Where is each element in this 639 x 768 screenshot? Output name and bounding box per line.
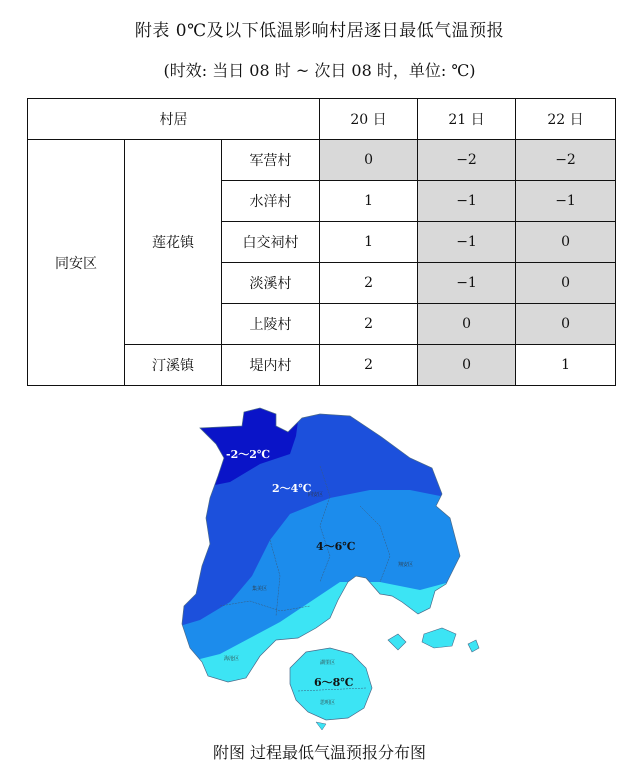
temp-cell: 1 [320, 181, 418, 222]
temp-cell: 1 [320, 222, 418, 263]
table-row [28, 140, 616, 181]
header-day-21: 21 日 [418, 99, 516, 140]
temp-cell: 2 [320, 304, 418, 345]
village-cell: 水洋村 [222, 181, 320, 222]
header-day-22: 22 日 [516, 99, 616, 140]
table-title: 附表 0℃及以下低温影响村居逐日最低气温预报 [134, 21, 505, 41]
figure-caption: 附图 过程最低气温预报分布图 [212, 743, 427, 762]
small-island-east [468, 640, 479, 652]
district-label-tongan: 同安区 [308, 492, 324, 498]
temp-cell: 2 [320, 263, 418, 304]
zone-label-6-8: 6～8℃ [314, 676, 354, 689]
zone-label-4-6: 4～6℃ [316, 540, 356, 553]
town-cell: 莲花镇 [125, 140, 222, 345]
gulangyu-island [316, 722, 326, 730]
district-label-huli: 湖里区 [320, 660, 336, 666]
temp-cell: 2 [320, 345, 418, 386]
temp-cell: −1 [418, 181, 516, 222]
temp-cell: −1 [418, 263, 516, 304]
district-cell: 同安区 [28, 140, 125, 386]
zone-label-2-4: 2～4℃ [272, 482, 312, 495]
table-header-row [28, 99, 616, 140]
temp-cell: 0 [516, 263, 616, 304]
temp-cell: −1 [516, 181, 616, 222]
temp-cell: 1 [516, 345, 616, 386]
district-label-haicang: 海沧区 [224, 656, 240, 662]
village-cell: 军营村 [222, 140, 320, 181]
temp-cell: −2 [516, 140, 616, 181]
town-cell: 汀溪镇 [125, 345, 222, 386]
temp-cell: 0 [418, 304, 516, 345]
temp-cell: 0 [320, 140, 418, 181]
temperature-table [27, 98, 616, 386]
header-day-20: 20 日 [320, 99, 418, 140]
village-cell: 白交祠村 [222, 222, 320, 263]
temp-cell: 0 [418, 345, 516, 386]
village-cell: 淡溪村 [222, 263, 320, 304]
temp-cell: −1 [418, 222, 516, 263]
table-subtitle: (时效: 当日 08 时 ~ 次日 08 时，单位: ℃) [163, 61, 476, 80]
zone-label-minus2-2: -2～2℃ [226, 448, 271, 461]
kinmen-island [422, 628, 456, 648]
temp-cell: −2 [418, 140, 516, 181]
district-label-siming: 思明区 [320, 700, 336, 706]
temp-cell: 0 [516, 222, 616, 263]
village-cell: 上陵村 [222, 304, 320, 345]
village-cell: 堤内村 [222, 345, 320, 386]
header-village: 村居 [28, 99, 320, 140]
district-label-xiangan: 翔安区 [398, 562, 414, 568]
small-island [388, 634, 406, 650]
district-label-jimei: 集美区 [252, 586, 268, 592]
temp-cell: 0 [516, 304, 616, 345]
temperature-map [180, 406, 480, 736]
